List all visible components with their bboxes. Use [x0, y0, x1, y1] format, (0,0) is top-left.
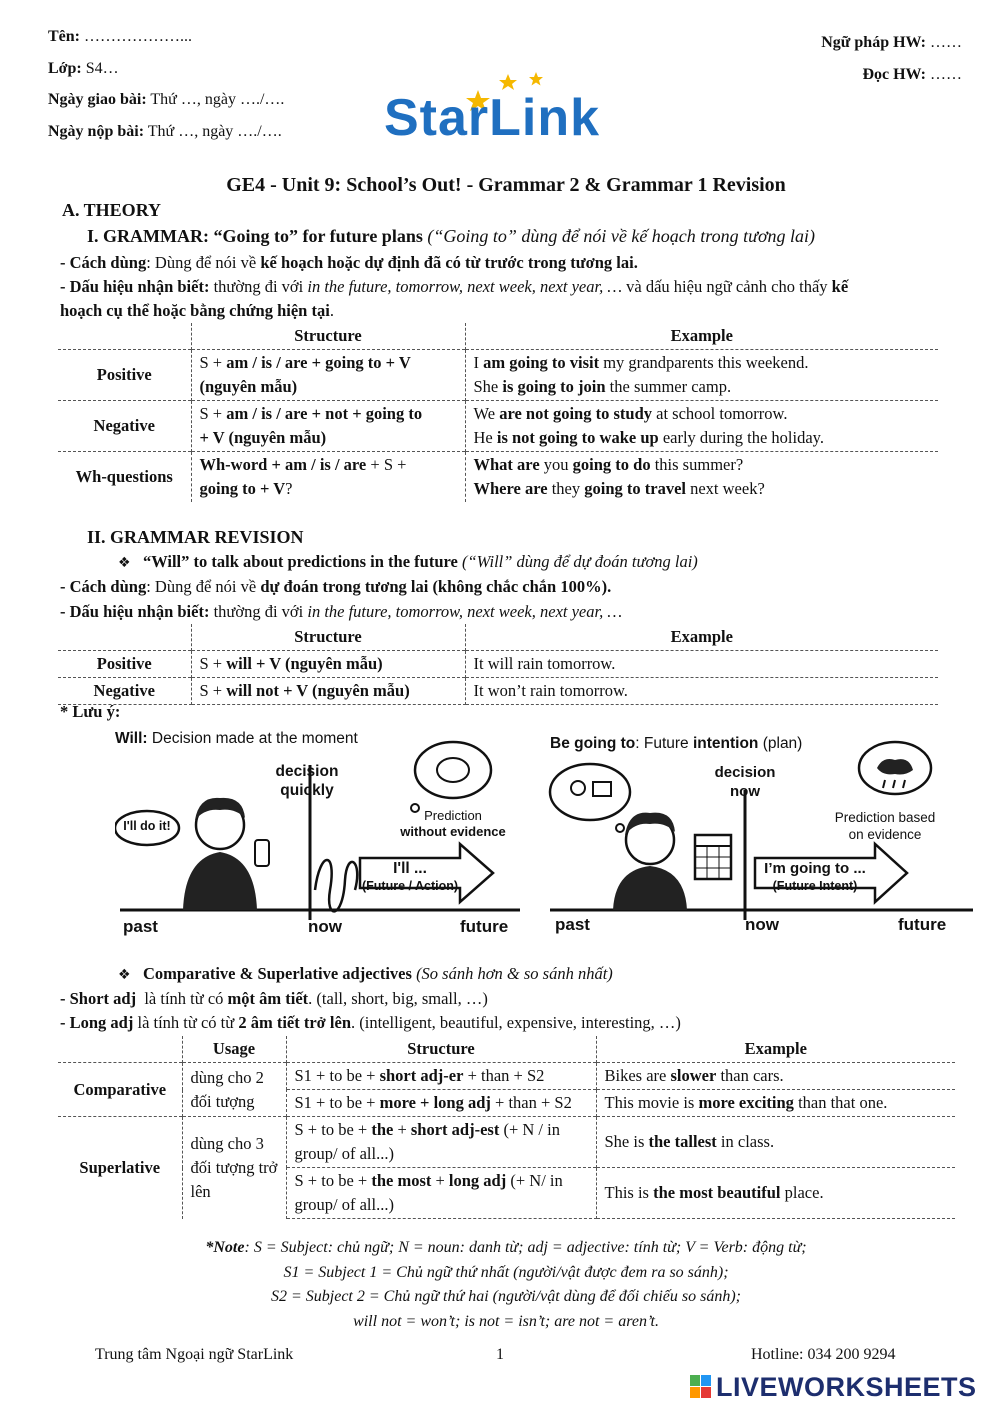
struct-part: Wh-word + am / is / are: [199, 455, 367, 474]
right-arrow-2: (Future Intent): [772, 879, 858, 893]
table-row: [58, 452, 938, 503]
struct-part: S +: [199, 681, 227, 700]
will-heading-bold: “Will” to talk about predictions in the future: [142, 552, 458, 571]
col-structure: Structure: [191, 624, 465, 651]
grammar1-signal: [60, 277, 848, 297]
col-structure: Structure: [191, 323, 465, 350]
struct-part: (+ N / in group/ of all...): [294, 1120, 560, 1163]
struct-part: short adj-er: [379, 1066, 464, 1085]
struct-part: am / is / are + not + going to: [226, 404, 423, 423]
example-cell: [596, 1168, 955, 1219]
ex-part: this summer?: [650, 455, 744, 474]
note-label: * Lưu ý:: [60, 702, 121, 721]
usage-label: - Cách dùng: [60, 253, 147, 272]
notes-block: [0, 1236, 999, 1334]
usage-text: : Dùng để nói về: [146, 253, 261, 272]
structure-cell: [191, 678, 465, 705]
struct-part: S1 + to be +: [294, 1093, 380, 1112]
empty-header: [58, 1036, 182, 1063]
right-pred-1: Prediction based: [834, 810, 936, 825]
row-label-comparative: Comparative: [58, 1063, 182, 1117]
struct-part: am / is / are + going to + V: [226, 353, 411, 372]
right-title-bold2: intention: [692, 735, 759, 752]
row-label-negative: Negative: [58, 401, 191, 452]
empty-header: [58, 624, 191, 651]
ex-part: next week?: [685, 479, 765, 498]
usage-bold: kế hoạch hoặc dự định đã có từ trước trong tương lai.: [260, 253, 638, 272]
will-heading: [118, 552, 698, 572]
note-line-4: will not = won’t; is not = isn’t; are not = aren’t.: [353, 1312, 659, 1330]
struct-part: the: [371, 1120, 394, 1139]
struct-part: (+ N/ in group/ of all...): [294, 1171, 563, 1214]
grammar-hw-label: Ngữ pháp HW:: [821, 34, 926, 51]
usage-cell: dùng cho 3 đối tượng trở lên: [182, 1117, 286, 1219]
ex-part: the summer camp.: [605, 377, 732, 396]
footer-center-name: Trung tâm Ngoại ngữ StarLink: [95, 1346, 294, 1363]
ex-part: is not going to wake up: [496, 428, 659, 447]
grammar1-heading: [87, 226, 815, 247]
ex-part: they: [547, 479, 585, 498]
ex-part: place.: [780, 1183, 824, 1202]
left-decision-2: quickly: [280, 782, 334, 799]
assign-label: Ngày giao bài:: [48, 91, 147, 108]
struct-part: more + long adj: [379, 1093, 491, 1112]
col-example: Example: [670, 326, 733, 345]
struct-part: ?: [285, 479, 293, 498]
logo-text: StarLink: [384, 89, 601, 147]
ex-part: you: [539, 455, 573, 474]
submit-value[interactable]: Thứ …, ngày …./….: [147, 123, 282, 140]
right-now-label: now: [745, 915, 779, 934]
grammar1-signal-cont: [60, 301, 334, 321]
struct-part: will + V (nguyên mẫu): [226, 654, 383, 673]
ex-part: This is: [604, 1183, 654, 1202]
row-label-negative: Negative: [58, 678, 191, 705]
table-row: [58, 651, 938, 678]
example-cell: [465, 401, 938, 452]
note-line1-text: : S = Subject: chủ ngữ; N = noun: danh từ; adj = adjective: tính từ; V = Verb: động từ;: [244, 1239, 807, 1256]
row-label-positive: Positive: [58, 651, 191, 678]
comparison-table: [58, 1036, 955, 1219]
grammar1-heading-italic: (“Going to” dùng để nói về kế hoạch trong tương lai): [427, 226, 816, 246]
will-vs-going-to-illustration: [115, 730, 975, 945]
will-usage: [60, 577, 611, 597]
left-past-label: past: [123, 917, 158, 936]
class-value[interactable]: S4…: [85, 60, 119, 77]
class-line: [48, 60, 119, 78]
table-row: [58, 678, 938, 705]
usage-text: : Dùng để nói về: [146, 577, 261, 596]
name-line: [48, 28, 192, 46]
right-future-label: future: [898, 915, 947, 934]
right-title: [550, 735, 802, 753]
short-adj-line: [60, 989, 488, 1009]
long-text: là tính từ có từ: [133, 1013, 239, 1032]
left-title-text: Decision made at the moment: [147, 730, 358, 747]
liveworksheets-logo-icon: [690, 1375, 712, 1399]
struct-part: + than + S2: [490, 1093, 572, 1112]
table-row: [58, 1063, 955, 1090]
row-label-superlative: Superlative: [58, 1117, 182, 1219]
struct-part: long adj: [448, 1171, 507, 1190]
example-cell: [596, 1117, 955, 1168]
ex-part: going to travel: [584, 479, 686, 498]
struct-part: + S +: [366, 455, 407, 474]
signal-bold3: hoạch cụ thể hoặc bằng chứng hiện tại: [60, 301, 330, 320]
struct-part: S +: [199, 353, 227, 372]
short-bold: một âm tiết: [227, 989, 309, 1008]
grammar-hw-value[interactable]: ……: [930, 34, 962, 51]
signal-label: - Dấu hiệu nhận biết:: [60, 602, 210, 621]
ex-part: my grandparents this weekend.: [599, 353, 809, 372]
starlink-logo: [380, 68, 630, 150]
left-pred-1: Prediction: [424, 808, 482, 823]
col-structure: Structure: [286, 1036, 596, 1063]
note-line-2: S1 = Subject 1 = Chủ ngữ thứ nhất (người/vật được đem ra so sánh);: [283, 1263, 729, 1281]
page-title: GE4 - Unit 9: School’s Out! - Grammar 2 & Grammar 1 Revision: [226, 174, 786, 196]
ex-part: more exciting: [698, 1093, 794, 1112]
ex-part: am going to visit: [483, 353, 600, 372]
ex-part: She is: [604, 1132, 649, 1151]
submit-date-line: [48, 123, 282, 141]
struct-part: +: [431, 1171, 449, 1190]
table-header-row: [58, 1036, 955, 1063]
long-adj-line: [60, 1013, 681, 1033]
ex-part: What are: [473, 455, 540, 474]
empty-header: [58, 323, 191, 350]
example-cell: [596, 1063, 955, 1090]
ex-part: early during the holiday.: [658, 428, 824, 447]
assign-value[interactable]: Thứ …, ngày …./….: [150, 91, 285, 108]
struct-part: S +: [199, 404, 227, 423]
right-past-label: past: [555, 915, 590, 934]
left-pred-2: without evidence: [400, 824, 506, 839]
ex-part: This movie is: [604, 1093, 699, 1112]
col-example: Example: [670, 627, 733, 646]
structure-cell: [191, 452, 465, 503]
left-prediction: [383, 808, 523, 840]
right-pred-2: on evidence: [848, 827, 922, 842]
right-title-bold: Be going to: [550, 735, 636, 752]
grammar-hw-line: [821, 34, 962, 52]
table-row: [58, 1117, 955, 1168]
right-decision-1: decision: [714, 764, 776, 781]
left-title-bold: Will:: [115, 730, 148, 747]
ex-part: Bikes are: [604, 1066, 671, 1085]
ex-part: than that one.: [793, 1093, 888, 1112]
ex-part: We: [473, 404, 500, 423]
signal-bold2: kế: [831, 277, 849, 296]
struct-part: will not + V (nguyên mẫu): [226, 681, 410, 700]
name-label: Tên:: [48, 28, 80, 45]
going-to-table: [58, 323, 938, 502]
ex-part: going to do: [572, 455, 651, 474]
comparison-heading-italic: (So sánh hơn & so sánh nhất): [416, 964, 613, 983]
short-text: là tính từ có: [136, 989, 228, 1008]
struct-part: +: [393, 1120, 411, 1139]
example-cell: It won’t rain tomorrow.: [465, 678, 938, 705]
example-cell: [465, 350, 938, 401]
struct-part: short adj-est: [410, 1120, 500, 1139]
left-future-label: future: [460, 917, 509, 936]
theory-heading: A. THEORY: [62, 200, 162, 220]
struct-part: S +: [199, 654, 227, 673]
table-row: [58, 350, 938, 401]
reading-hw-label: Đọc HW:: [862, 66, 926, 83]
diamond-bullet-icon: ❖: [118, 554, 131, 570]
col-example: Example: [744, 1039, 807, 1058]
structure-cell: [191, 651, 465, 678]
ex-part: the most beautiful: [653, 1183, 781, 1202]
will-heading-italic: (“Will” dùng để dự đoán tương lai): [461, 552, 698, 571]
ex-part: in class.: [716, 1132, 775, 1151]
left-arrow-text: [360, 860, 460, 894]
struct-part: (nguyên mẫu): [199, 377, 298, 396]
signal-text: thường đi với: [209, 602, 308, 621]
signal-end: .: [329, 301, 334, 320]
ex-part: the tallest: [648, 1132, 717, 1151]
long-text2: . (intelligent, beautiful, expensive, interesting, …): [351, 1013, 681, 1032]
grammar1-usage: [60, 253, 638, 273]
short-text2: . (tall, short, big, small, …): [308, 989, 488, 1008]
assign-date-line: [48, 91, 284, 109]
left-arrow-2: (Future / Action): [361, 879, 459, 893]
submit-label: Ngày nộp bài:: [48, 123, 145, 140]
structure-cell: [286, 1168, 596, 1219]
right-decision: [703, 763, 787, 801]
struct-part: + than + S2: [463, 1066, 545, 1085]
left-decision-1: decision: [275, 763, 339, 780]
usage-cell: dùng cho 2 đối tượng: [182, 1063, 286, 1117]
right-title-text: : Future: [635, 735, 693, 752]
ex-part: He: [473, 428, 497, 447]
speech-bubble-text: I'll do it!: [123, 819, 171, 833]
example-cell: It will rain tomorrow.: [465, 651, 938, 678]
long-label: - Long adj: [60, 1013, 134, 1032]
right-arrow-1: I’m going to ...: [764, 860, 866, 877]
note-bold: *Note: [205, 1239, 245, 1256]
long-bold: 2 âm tiết trở lên: [238, 1013, 352, 1032]
signal-italic: in the future, tomorrow, next week, next year, …: [307, 602, 623, 621]
liveworksheets-brand: LIVEWORKSHEETS: [716, 1372, 977, 1402]
row-label-positive: Positive: [58, 350, 191, 401]
structure-cell: [286, 1117, 596, 1168]
short-label: - Short adj: [60, 989, 137, 1008]
ex-part: Where are: [473, 479, 548, 498]
struct-part: + V (nguyên mẫu): [199, 428, 327, 447]
footer-page-number: 1: [496, 1346, 504, 1363]
ex-part: She: [473, 377, 503, 396]
right-prediction: [815, 809, 955, 843]
example-cell: [465, 452, 938, 503]
right-decision-2: now: [730, 783, 760, 800]
ex-part: is going to join: [502, 377, 606, 396]
grammar-revision-heading: II. GRAMMAR REVISION: [87, 527, 304, 547]
signal-text2: và dấu hiệu ngữ cảnh cho thấy: [622, 277, 832, 296]
right-title-end: (plan): [758, 735, 803, 752]
signal-italic: in the future, tomorrow, next week, next year, …: [307, 277, 623, 296]
struct-part: S1 + to be +: [294, 1066, 380, 1085]
structure-cell: [286, 1090, 596, 1117]
signal-label: - Dấu hiệu nhận biết:: [60, 277, 210, 296]
struct-part: the most: [371, 1171, 432, 1190]
struct-part: S + to be +: [294, 1171, 372, 1190]
table-row: [58, 401, 938, 452]
ex-part: than cars.: [716, 1066, 784, 1085]
structure-cell: [191, 401, 465, 452]
usage-label: - Cách dùng: [60, 577, 147, 596]
diamond-bullet-icon: ❖: [118, 966, 131, 982]
structure-cell: [286, 1063, 596, 1090]
ex-part: I: [473, 353, 484, 372]
grammar1-heading-bold: I. GRAMMAR: “Going to” for future plans: [87, 226, 423, 246]
footer-hotline: Hotline: 034 200 9294: [751, 1346, 896, 1363]
ex-part: are not going to study: [499, 404, 652, 423]
col-usage: Usage: [182, 1036, 286, 1063]
left-arrow-1: I'll ...: [393, 860, 427, 877]
will-signal: [60, 602, 622, 622]
struct-part: S + to be +: [294, 1120, 372, 1139]
class-label: Lớp:: [48, 60, 82, 77]
ex-part: slower: [670, 1066, 717, 1085]
structure-cell: [191, 350, 465, 401]
example-cell: [596, 1090, 955, 1117]
struct-part: going to + V: [199, 479, 286, 498]
note-line-1: [0, 1236, 999, 1261]
reading-hw-value[interactable]: ……: [930, 66, 962, 83]
left-now-label: now: [308, 917, 342, 936]
left-title: [115, 730, 358, 748]
name-value[interactable]: ………………...: [84, 28, 192, 45]
signal-text: thường đi với: [209, 277, 308, 296]
right-arrow-text: [755, 860, 875, 894]
ex-part: at school tomorrow.: [652, 404, 788, 423]
left-decision: [265, 762, 349, 800]
will-table: [58, 624, 938, 705]
table-header-row: [58, 323, 938, 350]
table-header-row: [58, 624, 938, 651]
comparison-heading-bold: Comparative & Superlative adjectives: [142, 964, 412, 983]
note-line-3: S2 = Subject 2 = Chủ ngữ thứ hai (người/vật dùng để đối chiếu so sánh);: [270, 1288, 742, 1305]
reading-hw-line: [862, 66, 962, 84]
usage-bold: dự đoán trong tương lai (không chắc chắn 100%).: [260, 577, 612, 596]
row-label-wh: Wh-questions: [58, 452, 191, 503]
comparison-heading: [118, 964, 613, 984]
